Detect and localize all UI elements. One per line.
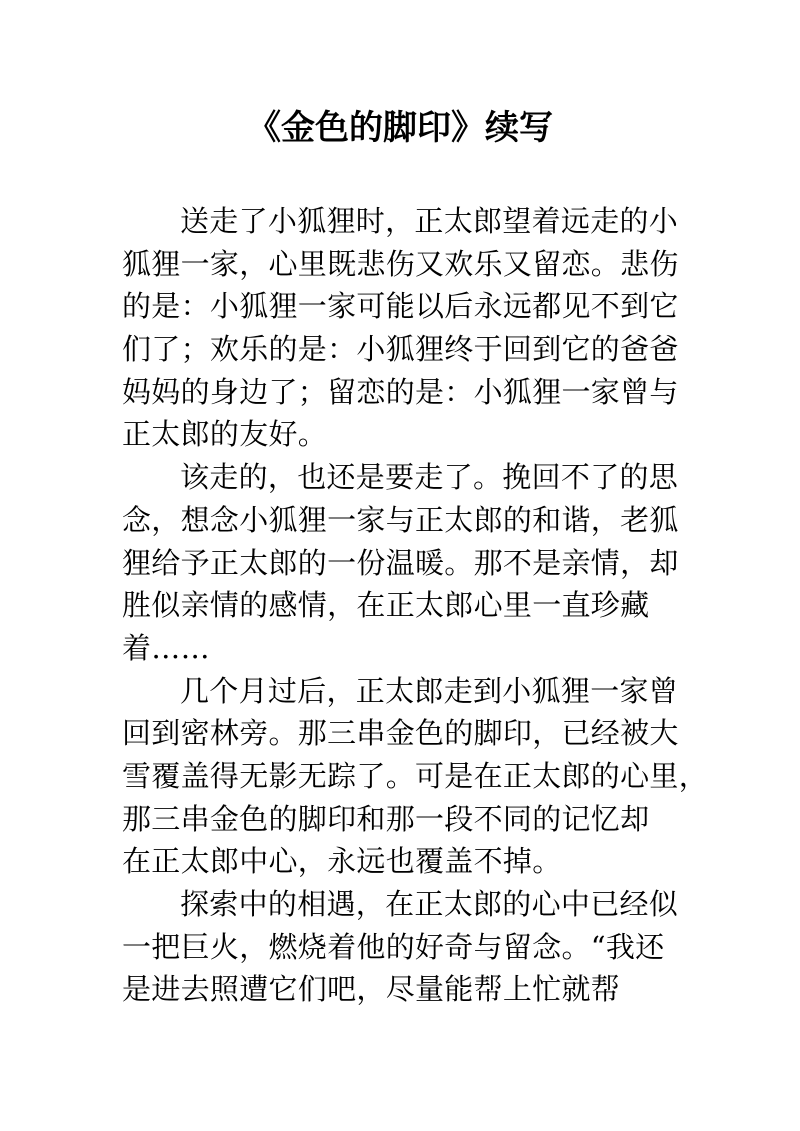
document-body bbox=[122, 200, 709, 1011]
paragraph-line: 狸给予正太郎的一份温暖。那不是亲情，却 bbox=[122, 545, 679, 580]
paragraph-line: 正太郎的友好。 bbox=[122, 417, 328, 452]
paragraph-line: 探索中的相遇，在正太郎的心中已经似 bbox=[180, 887, 679, 921]
paragraph-line: 几个月过后，正太郎走到小狐狸一家曾 bbox=[180, 673, 679, 708]
paragraph-1 bbox=[122, 200, 682, 456]
paragraph-line: 是进去照遭它们吧，尽量能帮上忙就帮 bbox=[122, 972, 621, 1007]
paragraph-line: 狐狸一家，心里既悲伤又欢乐又留恋。悲伤 bbox=[122, 246, 679, 281]
paragraph-line: 回到密林旁。那三串金色的脚印，已经被大 bbox=[122, 716, 679, 751]
paragraph-line: 们了；欢乐的是：小狐狸终于回到它的爸爸 bbox=[122, 332, 679, 367]
paragraph-line: 该走的，也还是要走了。挽回不了的思 bbox=[180, 460, 679, 495]
paragraph-line: 念，想念小狐狸一家与正太郎的和谐，老狐 bbox=[122, 502, 679, 537]
paragraph-line: 一把巨火，燃烧着他的好奇与留念。“我还 bbox=[122, 929, 665, 964]
paragraph-line: 妈妈的身边了；留恋的是：小狐狸一家曾与 bbox=[122, 374, 679, 409]
paragraph-line: 那三串金色的脚印和那一段不同的记忆却 bbox=[122, 801, 650, 836]
paragraph-3 bbox=[122, 670, 709, 883]
paragraph-line: 着…… bbox=[122, 630, 210, 665]
paragraph-2 bbox=[122, 456, 682, 669]
paragraph-line: 的是：小狐狸一家可能以后永远都见不到它 bbox=[122, 289, 679, 324]
paragraph-line: 在正太郎中心，永远也覆盖不掉。 bbox=[122, 844, 562, 879]
paragraph-4 bbox=[122, 883, 682, 1011]
paragraph-line: 送走了小狐狸时，正太郎望着远走的小 bbox=[180, 204, 679, 238]
document-title: 《金色的脚印》续写 bbox=[247, 108, 553, 148]
paragraph-line: 雪覆盖得无影无踪了。可是在正太郎的心里， bbox=[122, 758, 709, 793]
paragraph-line: 胜似亲情的感情，在正太郎心里一直珍藏 bbox=[122, 588, 650, 623]
